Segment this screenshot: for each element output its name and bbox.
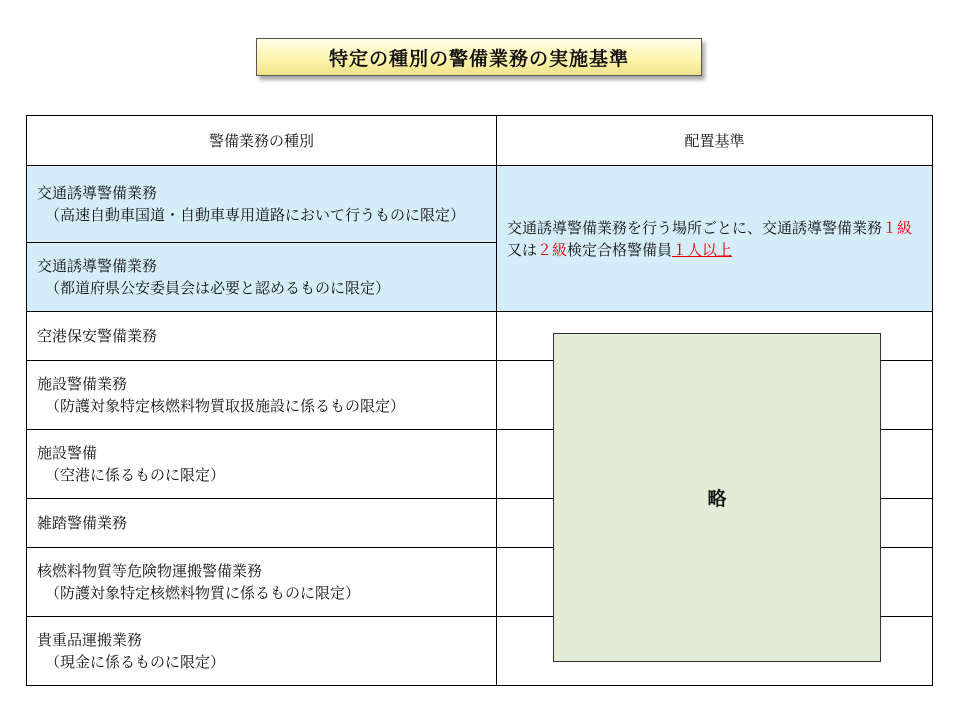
- row-main-label: 雑踏警備業務: [37, 514, 128, 532]
- row-main-label: 交通誘導警備業務: [37, 184, 158, 202]
- row-type-cell: [27, 243, 497, 312]
- page-title: 特定の種別の警備業務の実施基準: [256, 38, 702, 76]
- row-main-label: 交通誘導警備業務: [37, 257, 158, 275]
- row-main-label: 施設警備業務: [37, 375, 128, 393]
- row-sub-label: （防護対象特定核燃料物質に係るものに限定）: [45, 584, 361, 602]
- row-type-cell: [27, 430, 497, 499]
- criteria-text: 交通誘導警備業務を行う場所ごとに、交通誘導警備業務: [507, 218, 883, 237]
- criteria-qualified: 検定合格警備員: [567, 240, 673, 259]
- row-type-cell: [27, 361, 497, 430]
- row-main-label: 貴重品運搬業務: [37, 631, 143, 649]
- row-sub-label: （現金に係るものに限定）: [45, 653, 226, 671]
- row-type-cell: [27, 312, 497, 361]
- row-sub-label: （高速自動車国道・自動車専用道路において行うものに限定）: [45, 206, 466, 224]
- criteria-or: 又は: [507, 240, 538, 259]
- row-type-cell: [27, 617, 497, 686]
- header-type: 警備業務の種別: [27, 116, 497, 166]
- criteria-grade1: １級: [882, 218, 913, 237]
- row-sub-label: （防護対象特定核燃料物質取扱施設に係るもの限定）: [45, 397, 406, 415]
- header-criteria: 配置基準: [497, 116, 933, 166]
- row-main-label: 核燃料物質等危険物運搬警備業務: [37, 562, 263, 580]
- table-header-row: [27, 116, 933, 166]
- row-main-label: 施設警備: [37, 444, 98, 462]
- row-main-label: 空港保安警備業務: [37, 327, 158, 345]
- omitted-placeholder: 略: [553, 333, 881, 662]
- table-row: [27, 166, 933, 243]
- row-type-cell: [27, 166, 497, 243]
- row-type-cell: [27, 548, 497, 617]
- row-sub-label: （都道府県公安委員会は必要と認めるものに限定）: [45, 279, 391, 297]
- row-sub-label: （空港に係るものに限定）: [45, 466, 226, 484]
- criteria-count: １人以上: [672, 240, 733, 259]
- criteria-grade2: ２級: [537, 240, 568, 259]
- row-type-cell: [27, 499, 497, 548]
- criteria-cell: [497, 166, 933, 312]
